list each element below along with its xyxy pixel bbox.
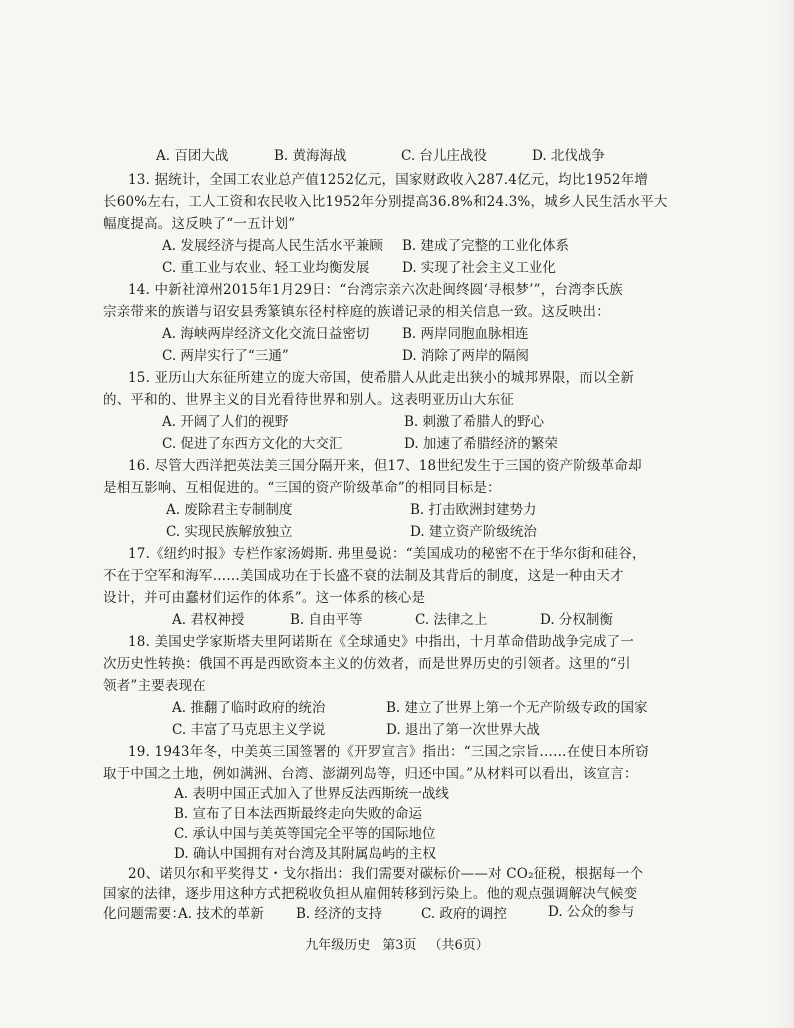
q17-option-c: C. 法律之上 — [415, 612, 488, 628]
q13-stem-line-3: 幅度提高。这反映了“一五计划” — [103, 216, 296, 232]
q14-stem-line-1: 14. 中新社漳州2015年1月29日：“台湾宗亲六次赴闽终圆‘寻根梦’”，台湾李氏族 — [128, 282, 623, 298]
q20-option-b: B. 经济的支持 — [296, 906, 383, 922]
q16-stem-line-2: 是相互影响、互相促进的。“三国的资产阶级革命”的相同目标是： — [103, 480, 501, 496]
q15-option-b: B. 刺激了希腊人的野心 — [404, 414, 545, 430]
q14-stem-line-2: 宗亲带来的族谱与诏安县秀篆镇东径村梓庭的族谱记录的相关信息一致。这反映出： — [103, 304, 610, 320]
q12-option-c: C. 台儿庄战役 — [401, 148, 487, 164]
q17-option-b: B. 自由平等 — [290, 612, 363, 628]
q14-option-c: C. 两岸实行了“三通” — [162, 348, 289, 364]
q18-option-a: A. 推翻了临时政府的统治 — [172, 700, 326, 716]
q13-option-b: B. 建成了完整的工业化体系 — [402, 238, 570, 254]
q13-option-a: A. 发展经济与提高人民生活水平兼顾 — [162, 238, 383, 254]
q20-option-a: A. 技术的革新 — [178, 906, 264, 922]
q14-option-d: D. 消除了两岸的隔阂 — [402, 348, 529, 364]
q14-option-b: B. 两岸同胞血脉相连 — [402, 326, 529, 342]
q19-option-b: B. 宣布了日本法西斯最终走向失败的命运 — [174, 806, 423, 822]
scan-shadow — [772, 0, 794, 1028]
q13-option-c: C. 重工业与农业、轻工业均衡发展 — [162, 260, 370, 276]
page-footer — [0, 934, 794, 953]
q16-stem-line-1: 16. 尽管大西洋把英法美三国分隔开来，但17、18世纪发生于三国的资产阶级革命却 — [128, 458, 642, 474]
q18-stem-line-3: 领者”主要表现在 — [103, 678, 207, 694]
q19-option-c: C. 承认中国与美英等国完全平等的国际地位 — [174, 826, 436, 842]
q20-stem-line-3: 化问题需要： — [103, 906, 186, 922]
q19-stem-line-1: 19. 1943年冬，中美英三国签署的《开罗宣言》指出：“三国之宗旨……在使日本所窃 — [128, 744, 649, 760]
q12-option-b: B. 黄海海战 — [274, 148, 347, 164]
q19-stem-line-2: 取于中国之土地，例如满洲、台湾、澎湖列岛等，归还中国。”从材料可以看出，该宣言： — [103, 766, 638, 782]
q19-option-d: D. 确认中国拥有对台湾及其附属岛屿的主权 — [174, 846, 436, 862]
q12-option-d: D. 北伐战争 — [532, 148, 605, 164]
q18-option-c: C. 丰富了马克思主义学说 — [172, 722, 326, 738]
q15-option-c: C. 促进了东西方文化的大交汇 — [162, 436, 343, 452]
q17-option-d: D. 分权制衡 — [540, 612, 613, 628]
footer-page-number: 第3页 — [382, 938, 417, 953]
q17-option-a: A. 君权神授 — [172, 612, 245, 628]
q18-stem-line-1: 18. 美国史学家斯塔夫里阿诺斯在《全球通史》中指出，十月革命借助战争完成了一 — [128, 634, 635, 650]
q15-option-d: D. 加速了希腊经济的繁荣 — [404, 436, 558, 452]
q13-stem-line-1: 13. 据统计，全国工农业总产值1252亿元，国家财政收入287.4亿元，均比1952年增 — [128, 172, 649, 188]
q20-option-d: D. 公众的参与 — [548, 904, 635, 920]
q15-option-a: A. 开阔了人们的视野 — [162, 414, 289, 430]
q16-option-d: D. 建立资产阶级统治 — [410, 524, 537, 540]
q18-option-d: D. 退出了第一次世界大战 — [386, 722, 540, 738]
q17-stem-line-3: 设计，并可由蠢材们运作的体系”。这一体系的核心是 — [103, 590, 426, 606]
q13-stem-line-2: 长60%左右，工人工资和农民收入比1952年分别提高36.8%和24.3%，城乡人民生活水平大 — [103, 194, 668, 210]
q13-option-d: D. 实现了社会主义工业化 — [402, 260, 556, 276]
footer-subject: 九年级历史 — [305, 938, 371, 953]
q16-option-b: B. 打击欧洲封建势力 — [410, 502, 537, 518]
q16-option-c: C. 实现民族解放独立 — [166, 524, 293, 540]
q20-stem-line-1: 20、诺贝尔和平奖得艾・戈尔指出：我们需要对碳标价——对 CO₂征税，根据每一个 — [128, 866, 644, 882]
q18-option-b: B. 建立了世界上第一个无产阶级专政的国家 — [386, 700, 648, 716]
q20-option-c: C. 政府的调控 — [421, 906, 507, 922]
footer-total-pages: （共6页） — [428, 938, 489, 953]
q15-stem-line-1: 15. 亚历山大东征所建立的庞大帝国，使希腊人从此走出狭小的城邦界限，而以全新 — [128, 370, 635, 386]
q12-option-a: A. 百团大战 — [156, 148, 229, 164]
q20-stem-line-2: 国家的法律，逐步用这种方式把税收负担从雇佣转移到污染上。他的观点强调解决气候变 — [103, 886, 638, 902]
q15-stem-line-2: 的、平和的、世界主义的目光看待世界和别人。这表明亚历山大东征 — [103, 392, 514, 408]
q16-option-a: A. 废除君主专制制度 — [166, 502, 293, 518]
q17-stem-line-2: 不在于空军和海军……美国成功在于长盛不衰的法制及其背后的制度，这是一种由天才 — [103, 568, 624, 584]
q17-stem-line-1: 17.《纽约时报》专栏作家汤姆斯. 弗里曼说：“美国成功的秘密不在于华尔街和硅谷， — [128, 546, 646, 562]
q19-option-a: A. 表明中国正式加入了世界反法西斯统一战线 — [174, 786, 449, 802]
q14-option-a: A. 海峡两岸经济文化交流日益密切 — [162, 326, 370, 342]
q18-stem-line-2: 次历史性转换：俄国不再是西欧资本主义的仿效者，而是世界历史的引领者。这里的“引 — [103, 656, 631, 672]
